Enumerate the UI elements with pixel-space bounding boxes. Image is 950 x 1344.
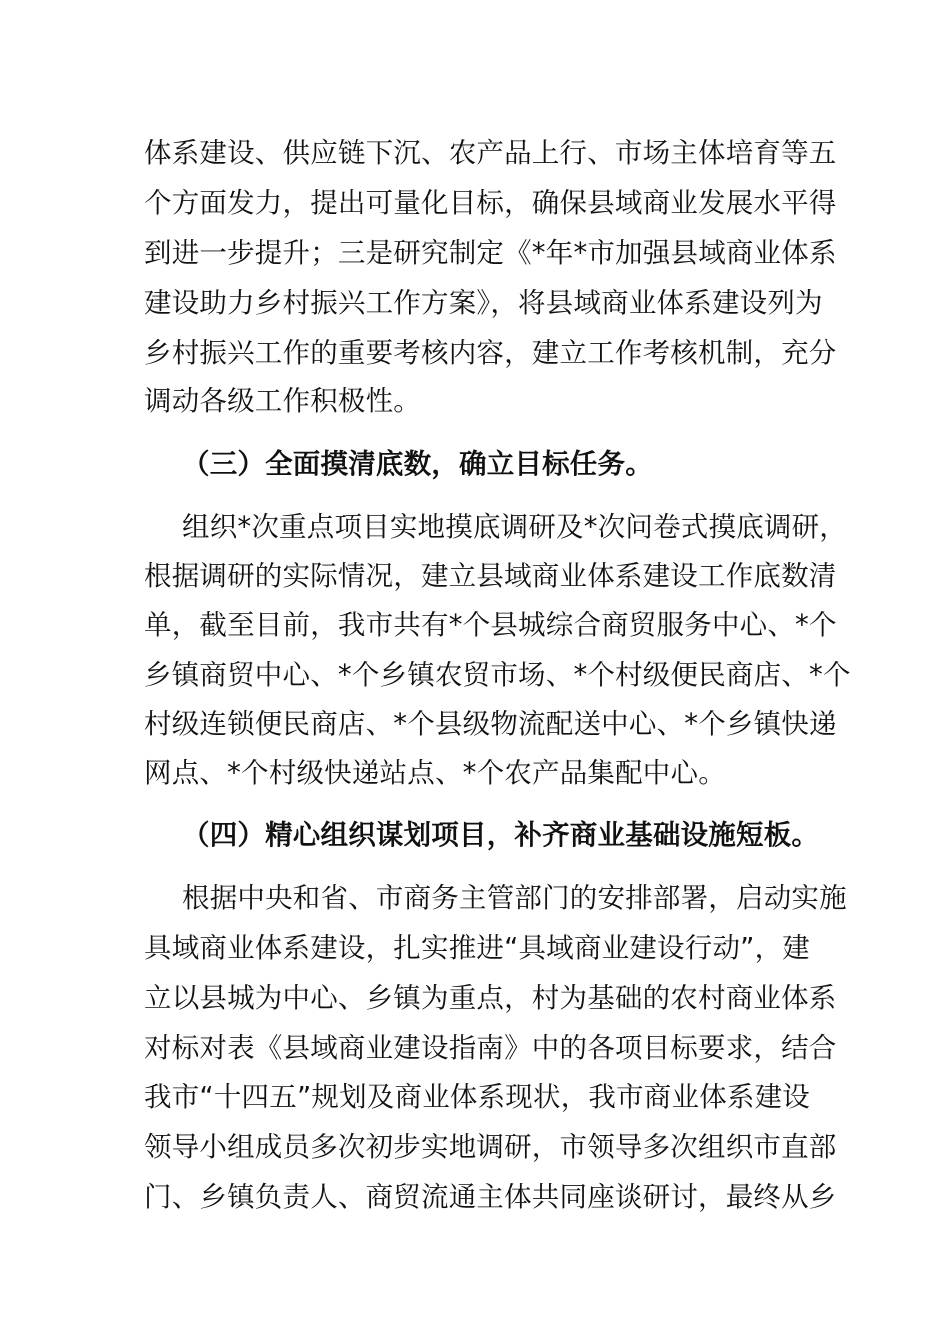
body-text-line: 村级连锁便民商店、*个县级物流配送中心、*个乡镇快递 [144, 708, 837, 740]
section-heading: （四）精心组织谋划项目，补齐商业基础设施短板。 [182, 819, 820, 851]
body-text-line: 具域商业体系建设，扎实推进“具域商业建设行动”，建 [144, 932, 810, 964]
body-text-line: 单，截至目前，我市共有*个县城综合商贸服务中心、*个 [144, 609, 837, 641]
section-heading: （三）全面摸清底数，确立目标任务。 [182, 448, 653, 480]
body-text-line: 网点、*个村级快递站点、*个农产品集配中心。 [144, 757, 726, 789]
body-text-line: 乡镇商贸中心、*个乡镇农贸市场、*个村级便民商店、*个 [144, 659, 851, 691]
body-text-line: 个方面发力，提出可量化目标，确保县域商业发展水平得 [144, 187, 837, 219]
body-text-line: 组织*次重点项目实地摸底调研及*次问卷式摸底调研， [182, 511, 847, 543]
body-text-line: 调动各级工作积极性。 [144, 385, 421, 417]
body-text-line: 门、乡镇负责人、商贸流通主体共同座谈研讨，最终从乡 [144, 1181, 837, 1213]
body-text-line: 体系建设、供应链下沉、农产品上行、市场主体培育等五 [144, 137, 837, 169]
body-text-line: 到进一步提升；三是研究制定《*年*市加强县域商业体系 [144, 237, 837, 269]
body-text-line: 根据调研的实际情况，建立县域商业体系建设工作底数清 [144, 560, 837, 592]
body-text-line: 领导小组成员多次初步实地调研，市领导多次组织市直部 [144, 1131, 837, 1163]
body-text-line: 乡村振兴工作的重要考核内容，建立工作考核机制，充分 [144, 337, 837, 369]
body-text-line: 对标对表《县域商业建设指南》中的各项目标要求，结合 [144, 1032, 837, 1064]
body-text-line: 建设助力乡村振兴工作方案》，将县域商业体系建设列为 [144, 287, 823, 319]
body-text-line: 我市“十四五”规划及商业体系现状，我市商业体系建设 [144, 1081, 810, 1113]
body-text-line: 立以县城为中心、乡镇为重点，村为基础的农村商业体系 [144, 982, 837, 1014]
body-text-line: 根据中央和省、市商务主管部门的安排部署，启动实施 [182, 882, 847, 914]
